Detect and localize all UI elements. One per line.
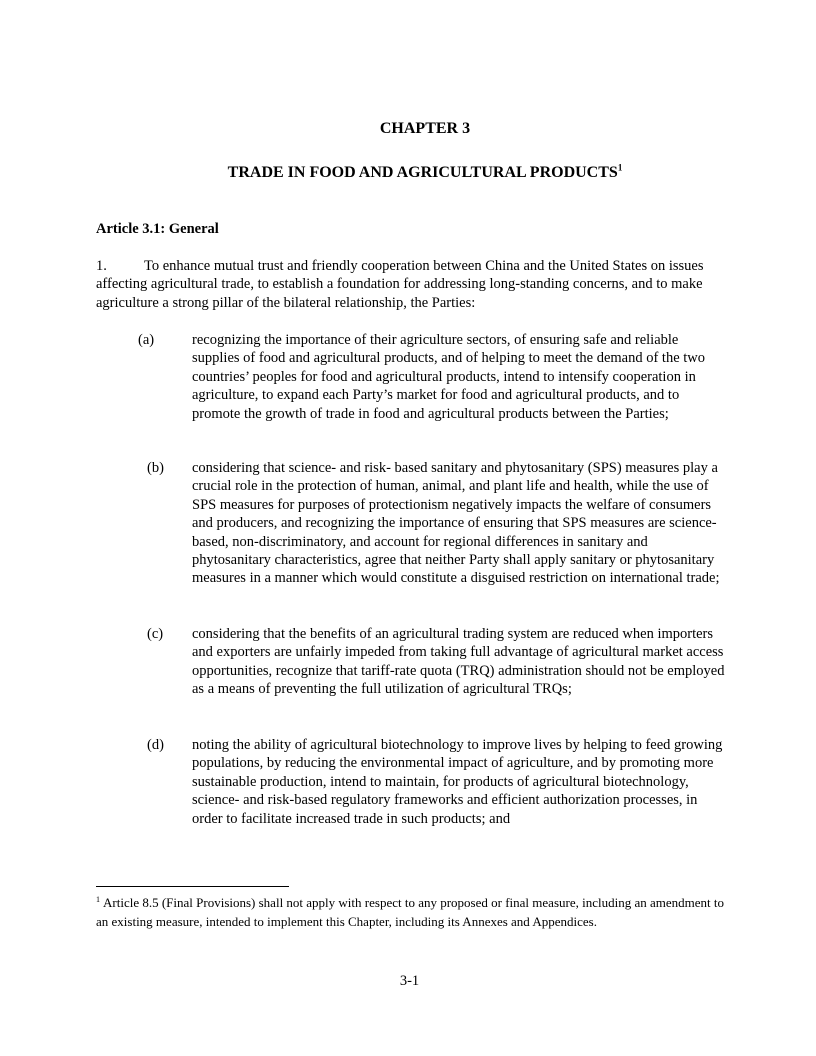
- list-item-label: (d): [147, 737, 164, 753]
- list-item-a: [138, 331, 728, 423]
- paragraph-1: [96, 257, 726, 312]
- list-item-label: (c): [147, 626, 164, 642]
- list-item-d: [147, 736, 728, 828]
- list-item-label: (b): [147, 460, 164, 476]
- chapter-heading: CHAPTER 3: [379, 120, 471, 137]
- paragraph-text: To enhance mutual trust and friendly cooperation between China and the United States on issues affecting agricultural trade, to establish a foundation for addressing long-standing concerns, and to make agriculture a strong pillar of the bilateral relationship, the Parties:: [96, 258, 704, 311]
- paragraph-number: 1.: [96, 258, 107, 274]
- page-number: 3-1: [399, 973, 420, 989]
- footnote: [96, 894, 726, 931]
- list-item-text: considering that science- and risk- based sanitary and phytosanitary (SPS) measures play a crucial role in the protection of human, animal, and plant life and health, while the use of SPS measures for purposes of protectionism negatively impacts the welfare of consumers and producers, and recognizing the importance of ensuring that SPS measures are science-based, non-discriminatory, and account for regional differences in sanitary and phytosanitary characteristics, agree that neither Party shall apply sanitary or phytosanitary measures in a manner which would constitute a disguised restriction on international trade;: [192, 460, 720, 587]
- chapter-title-text: TRADE IN FOOD AND AGRICULTURAL PRODUCTS: [227, 164, 618, 181]
- chapter-title: [0, 161, 816, 185]
- list-item-text: recognizing the importance of their agriculture sectors, of ensuring safe and reliable supplies of food and agricultural products, and of helping to meet the demand of the two countries’ peoples for food and agricultural products, intend to intensify cooperation in agriculture, to expand each Party’s market for food and agricultural products, and to promote the growth of trade in food and agricultural products between the Parties;: [192, 332, 706, 422]
- footnote-number: 1: [96, 894, 100, 904]
- footnote-reference: 1: [617, 162, 623, 173]
- article-heading: Article 3.1: General: [96, 221, 219, 237]
- list-item-b: [147, 459, 728, 588]
- footnote-text: Article 8.5 (Final Provisions) shall not apply with respect to any proposed or final measure, including an amendment to an existing measure, intended to implement this Chapter, including its Annexes and Appendices.: [96, 895, 724, 929]
- list-item-label: (a): [138, 332, 155, 348]
- list-item-text: noting the ability of agricultural biotechnology to improve lives by helping to feed growing populations, by reducing the environmental impact of agriculture, and by promoting more sustainable production, intend to maintain, for products of agricultural biotechnology, science- and risk-based regulatory frameworks and efficient authorization processes, in order to facilitate increased trade in such products; and: [192, 737, 723, 827]
- list-item-text: considering that the benefits of an agricultural trading system are reduced when importers and exporters are unfairly impeded from taking full advantage of agricultural market access opportunities, recognize that tariff-rate quota (TRQ) administration should not be employed as a means of preventing the full utilization of agricultural TRQs;: [192, 626, 725, 698]
- footnote-divider: [96, 886, 289, 887]
- list-item-c: [147, 625, 728, 699]
